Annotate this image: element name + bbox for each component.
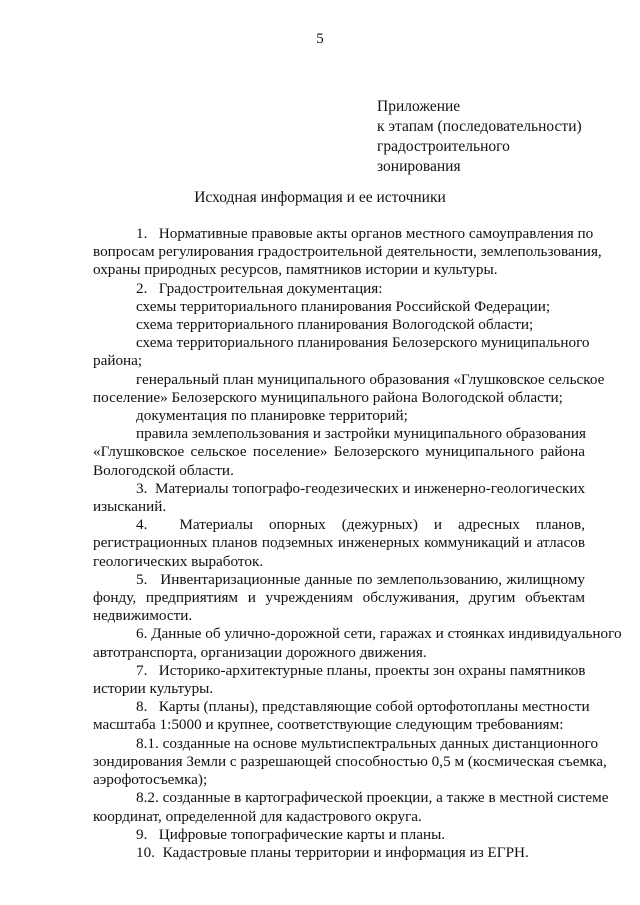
text-line: охраны природных ресурсов, памятников истории и культуры. [93,261,498,279]
text-line: «Глушковское сельское поселение» Белозерского муниципального района [93,443,585,461]
page-number: 5 [316,31,324,47]
appendix-line: зонирования [377,158,461,175]
text-line: фонду, предприятиям и учреждениям обслуживания, другим объектам [93,589,585,607]
text-line: 7. Историко-архитектурные планы, проекты зон охраны памятников [136,661,586,679]
text-line: координат, определенной для кадастрового округа. [93,807,422,825]
text-line: 2. Градостроительная документация: [136,279,383,297]
appendix-line: градостроительного [377,138,510,155]
text-line: геологических выработок. [93,552,264,570]
text-line: 1. Нормативные правовые акты органов местного самоуправления по [136,225,594,242]
text-line: 8.1. созданные на основе мультиспектральных данных дистанционного [136,734,599,752]
text-line: изысканий. [93,498,167,516]
text-line: автотранспорта, организации дорожного движения. [93,643,427,661]
text-line: правила землепользования и застройки муниципального образования [136,425,586,443]
text-line: Вологодской области. [93,461,234,479]
text-line: вопросам регулирования градостроительной деятельности, землепользования, [93,243,602,261]
text-line: истории культуры. [93,680,214,698]
text-line: 8.2. созданные в картографической проекции, а также в местной системе [136,789,609,807]
text-line: 5. Инвентаризационные данные по землепользованию, жилищному [136,570,585,588]
text-line: генеральный план муниципального образования «Глушковское сельское [136,370,605,388]
document-body [93,225,622,862]
text-line: документация по планировке территорий; [136,407,408,425]
text-line: регистрационных планов подземных инженерных коммуникаций и атласов [93,534,585,552]
text-line: недвижимости. [93,607,193,625]
text-line: 8. Карты (планы), представляющие собой ортофотопланы местности [136,698,590,716]
appendix-line: к этапам (последовательности) [377,118,582,135]
text-line: зондирования Земли с разрешающей способностью 0,5 м (космическая съемка, [93,752,607,770]
appendix-line: Приложение [377,98,461,115]
text-line: схема территориального планирования Вологодской области; [136,316,534,334]
text-line: аэрофотосъемка); [93,771,208,789]
text-line: схемы территориального планирования Российской Федерации; [136,297,551,315]
appendix-block [377,97,582,177]
text-line: 10. Кадастровые планы территории и информация из ЕГРН. [136,843,529,861]
text-line: 6. Данные об улично-дорожной сети, гаражах и стоянках индивидуального [136,625,622,643]
text-line: 9. Цифровые топографические карты и планы. [136,825,446,843]
text-line: 3. Материалы топографо-геодезических и инженерно-геологических [136,479,586,497]
text-line: поселение» Белозерского муниципального района Вологодской области; [93,388,563,406]
text-line: 4. Материалы опорных (дежурных) и адресных планов, [136,516,585,534]
text-line: масштаба 1:5000 и крупнее, соответствующие следующим требованиям: [93,716,564,734]
document-title: Исходная информация и ее источники [194,189,446,206]
text-line: района; [93,352,143,370]
text-line: схема территориального планирования Белозерского муниципального [136,334,590,352]
